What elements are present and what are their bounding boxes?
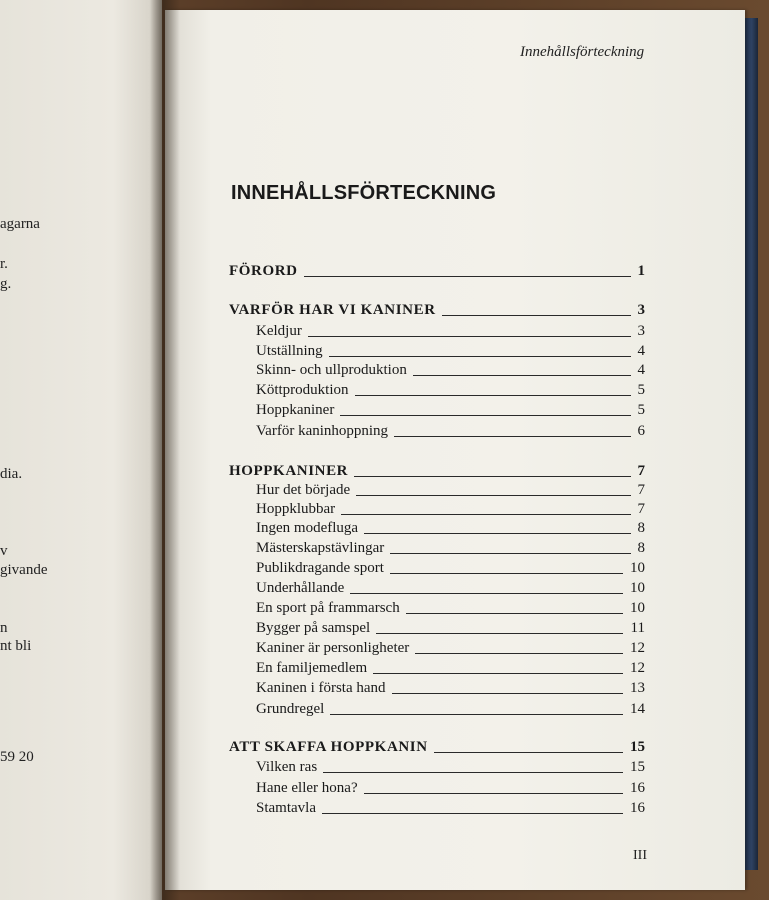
toc-leader-line bbox=[364, 533, 631, 534]
toc-item-label: Publikdragande sport bbox=[256, 560, 384, 576]
page-title: INNEHÅLLSFÖRTECKNING bbox=[231, 182, 497, 204]
toc-leader-line bbox=[442, 315, 631, 316]
toc-leader-line bbox=[376, 633, 623, 634]
toc-page-number: 5 bbox=[637, 402, 645, 418]
toc-page-number: 13 bbox=[630, 680, 645, 696]
toc-page-number: 14 bbox=[630, 701, 645, 717]
toc-page-number: 3 bbox=[637, 302, 645, 318]
toc-leader-line bbox=[323, 772, 623, 773]
toc-leader-line bbox=[392, 693, 623, 694]
toc-leader-line bbox=[356, 495, 631, 496]
left-page bbox=[0, 0, 162, 900]
toc-leader-line bbox=[308, 336, 631, 337]
left-text-fragment: v bbox=[0, 543, 8, 559]
toc-leader-line bbox=[394, 436, 631, 437]
toc-leader-line bbox=[350, 593, 623, 594]
toc-section-label: HOPPKANINER bbox=[229, 463, 349, 479]
toc-item-label: Hane eller hona? bbox=[256, 780, 358, 796]
toc-leader-line bbox=[341, 514, 631, 515]
toc-page-number: 16 bbox=[630, 780, 645, 796]
running-head: Innehållsförteckning bbox=[520, 44, 645, 60]
toc-item-label: Skinn- och ullproduktion bbox=[256, 362, 407, 378]
left-text-fragment: r. bbox=[0, 256, 8, 272]
toc-leader-line bbox=[434, 752, 623, 753]
toc-page-number: 11 bbox=[630, 620, 645, 636]
toc-page-number: 4 bbox=[637, 343, 645, 359]
toc-page-number: 8 bbox=[637, 520, 645, 536]
left-text-fragment: dia. bbox=[0, 466, 23, 482]
toc-leader-line bbox=[304, 276, 631, 277]
toc-item-label: En familjemedlem bbox=[256, 660, 368, 676]
toc-page-number: 15 bbox=[630, 739, 645, 755]
toc-item-label: Hoppklubbar bbox=[256, 501, 336, 517]
toc-page-number: 7 bbox=[637, 501, 645, 517]
toc-leader-line bbox=[354, 476, 631, 477]
toc-page-number: 16 bbox=[630, 800, 645, 816]
toc-item-label: Hur det började bbox=[256, 482, 351, 498]
toc-page-number: 8 bbox=[637, 540, 645, 556]
toc-item-label: Köttproduktion bbox=[256, 382, 349, 398]
toc-page-number: 10 bbox=[630, 580, 645, 596]
toc-item-label: Vilken ras bbox=[256, 759, 318, 775]
toc-item-label: Kaninen i första hand bbox=[256, 680, 386, 696]
toc-leader-line bbox=[340, 415, 631, 416]
toc-leader-line bbox=[413, 375, 631, 376]
toc-item-label: Mästerskapstävlingar bbox=[256, 540, 385, 556]
toc-page-number: 10 bbox=[630, 600, 645, 616]
left-text-fragment: 59 20 bbox=[0, 749, 34, 765]
toc-page-number: 4 bbox=[637, 362, 645, 378]
toc-section-label: FÖRORD bbox=[229, 263, 298, 279]
toc-page-number: 7 bbox=[637, 463, 645, 479]
left-text-fragment: g. bbox=[0, 276, 12, 292]
toc-page-number: 6 bbox=[637, 423, 645, 439]
toc-page-number: 3 bbox=[637, 323, 645, 339]
toc-page-number: 12 bbox=[630, 640, 645, 656]
toc-leader-line bbox=[415, 653, 623, 654]
page-number: III bbox=[633, 848, 647, 863]
toc-leader-line bbox=[390, 553, 631, 554]
toc-page-number: 15 bbox=[630, 759, 645, 775]
toc-leader-line bbox=[330, 714, 623, 715]
toc-leader-line bbox=[390, 573, 623, 574]
toc-section-label: VARFÖR HAR VI KANINER bbox=[229, 302, 436, 318]
toc-item-label: Keldjur bbox=[256, 323, 302, 339]
toc-item-label: Bygger på samspel bbox=[256, 620, 371, 636]
toc-item-label: Utställning bbox=[256, 343, 323, 359]
toc-leader-line bbox=[329, 356, 631, 357]
book-gutter-shadow bbox=[150, 0, 180, 900]
toc-leader-line bbox=[373, 673, 623, 674]
toc-item-label: En sport på frammarsch bbox=[256, 600, 400, 616]
left-text-fragment: givande bbox=[0, 562, 48, 578]
toc-page-number: 12 bbox=[630, 660, 645, 676]
left-text-fragment: agarna bbox=[0, 216, 40, 232]
toc-item-label: Stamtavla bbox=[256, 800, 316, 816]
toc-leader-line bbox=[322, 813, 623, 814]
toc-leader-line bbox=[406, 613, 623, 614]
right-page bbox=[165, 10, 745, 890]
left-text-fragment: n bbox=[0, 620, 8, 636]
toc-leader-line bbox=[355, 395, 631, 396]
toc-section-label: ATT SKAFFA HOPPKANIN bbox=[229, 739, 428, 755]
toc-item-label: Hoppkaniner bbox=[256, 402, 335, 418]
toc-page-number: 7 bbox=[637, 482, 645, 498]
left-text-fragment: nt bli bbox=[0, 638, 32, 654]
toc-page-number: 1 bbox=[637, 263, 645, 279]
toc-item-label: Underhållande bbox=[256, 580, 345, 596]
toc-item-label: Grundregel bbox=[256, 701, 325, 717]
toc-page-number: 5 bbox=[637, 382, 645, 398]
toc-item-label: Kaniner är personligheter bbox=[256, 640, 410, 656]
toc-item-label: Varför kaninhoppning bbox=[256, 423, 389, 439]
toc-item-label: Ingen modefluga bbox=[256, 520, 359, 536]
toc-leader-line bbox=[364, 793, 623, 794]
toc-page-number: 10 bbox=[630, 560, 645, 576]
